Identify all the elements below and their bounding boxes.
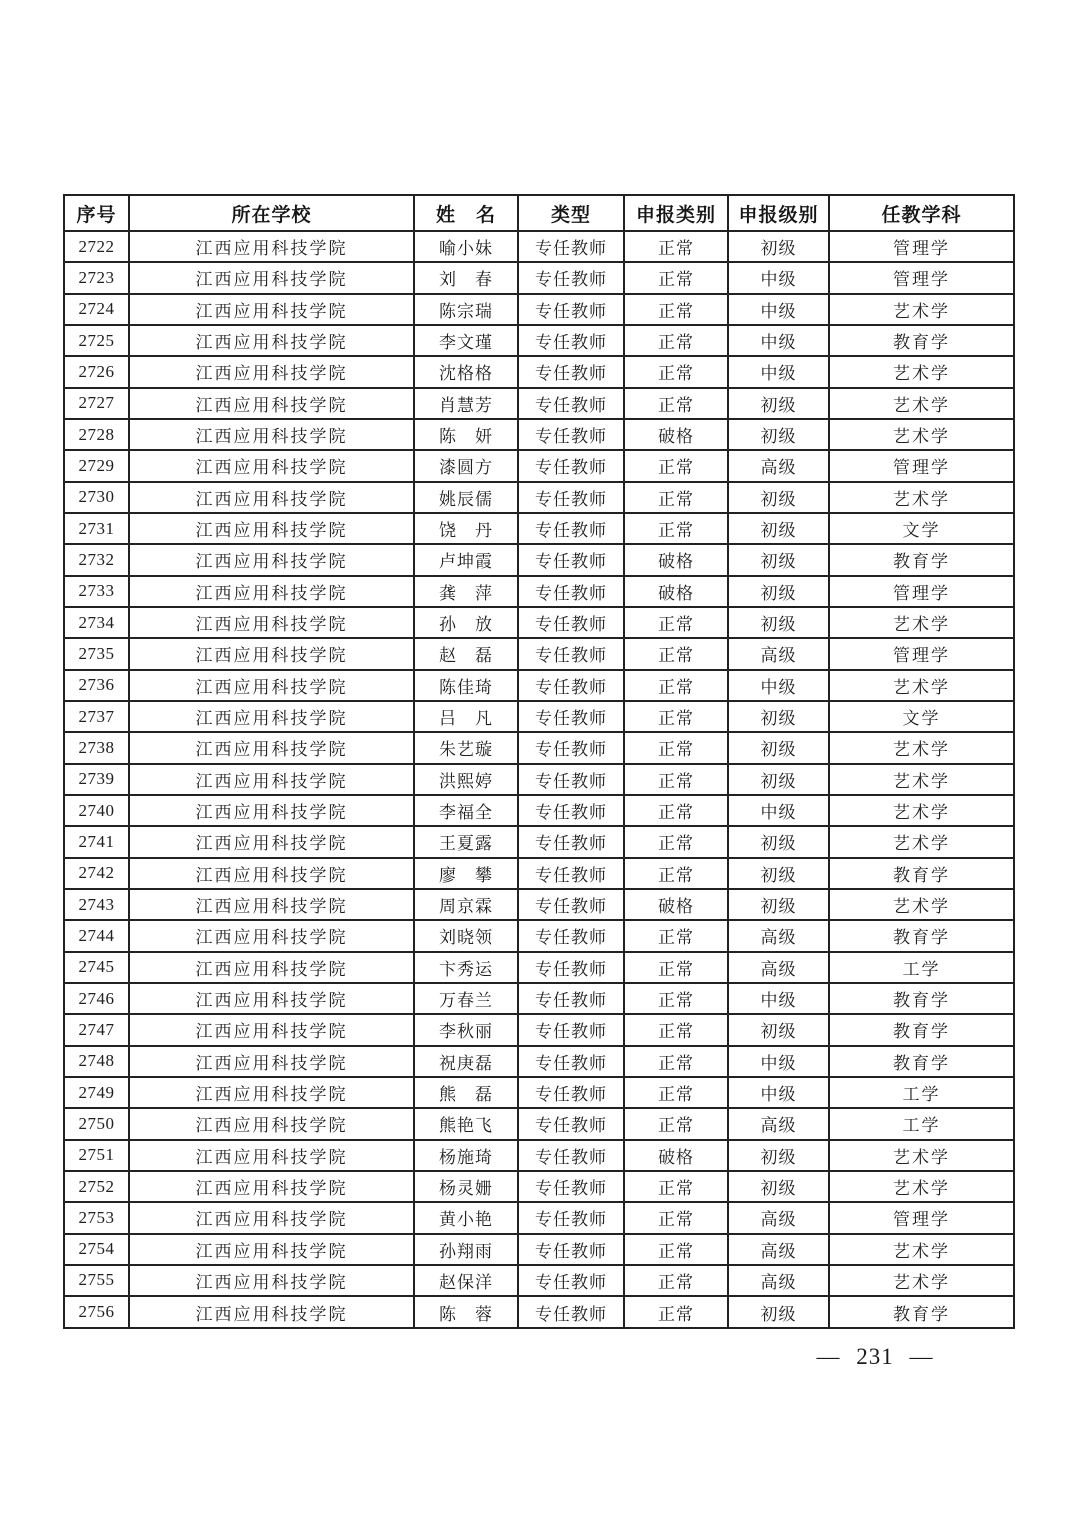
cell-subject: 艺术学 [829,388,1014,419]
cell-apply-level: 初级 [728,1296,829,1328]
cell-type: 专任教师 [518,732,624,763]
cell-school: 江西应用科技学院 [129,450,414,481]
cell-name: 喻小妹 [414,231,518,262]
cell-type: 专任教师 [518,482,624,513]
table-row [64,450,1014,481]
cell-name: 王夏露 [414,826,518,857]
cell-school: 江西应用科技学院 [129,983,414,1014]
table-row [64,607,1014,638]
cell-type: 专任教师 [518,983,624,1014]
cell-name: 李秋丽 [414,1014,518,1045]
cell-apply-category: 正常 [624,1108,728,1139]
cell-name: 李文瑾 [414,325,518,356]
cell-type: 专任教师 [518,889,624,920]
cell-index: 2723 [64,262,129,293]
cell-name: 陈佳琦 [414,670,518,701]
cell-index: 2729 [64,450,129,481]
cell-index: 2722 [64,231,129,262]
table-row [64,1046,1014,1077]
cell-apply-level: 初级 [728,1171,829,1202]
table-row [64,356,1014,387]
cell-school: 江西应用科技学院 [129,1234,414,1265]
table-row [64,1296,1014,1328]
cell-index: 2745 [64,952,129,983]
cell-apply-category: 正常 [624,325,728,356]
cell-apply-category: 正常 [624,764,728,795]
cell-apply-category: 正常 [624,1046,728,1077]
cell-type: 专任教师 [518,1296,624,1328]
cell-subject: 工学 [829,1108,1014,1139]
cell-type: 专任教师 [518,576,624,607]
cell-subject: 艺术学 [829,607,1014,638]
cell-school: 江西应用科技学院 [129,607,414,638]
cell-subject: 教育学 [829,1046,1014,1077]
cell-subject: 文学 [829,701,1014,732]
cell-apply-level: 中级 [728,795,829,826]
cell-name: 杨灵姗 [414,1171,518,1202]
cell-apply-level: 高级 [728,920,829,951]
col-header-apply-category: 申报类别 [624,195,728,231]
cell-subject: 教育学 [829,544,1014,575]
cell-type: 专任教师 [518,1234,624,1265]
cell-type: 专任教师 [518,294,624,325]
cell-apply-category: 正常 [624,607,728,638]
cell-apply-category: 正常 [624,920,728,951]
cell-school: 江西应用科技学院 [129,920,414,951]
cell-apply-category: 正常 [624,1265,728,1296]
cell-apply-category: 正常 [624,1077,728,1108]
cell-name: 刘晓领 [414,920,518,951]
cell-name: 姚辰儒 [414,482,518,513]
cell-apply-category: 正常 [624,638,728,669]
table-row [64,1234,1014,1265]
cell-apply-category: 正常 [624,983,728,1014]
cell-name: 祝庚磊 [414,1046,518,1077]
cell-school: 江西应用科技学院 [129,544,414,575]
cell-school: 江西应用科技学院 [129,513,414,544]
table-row [64,670,1014,701]
table-row [64,1108,1014,1139]
cell-index: 2749 [64,1077,129,1108]
cell-apply-category: 正常 [624,482,728,513]
cell-school: 江西应用科技学院 [129,1296,414,1328]
cell-apply-category: 正常 [624,262,728,293]
table-row [64,701,1014,732]
cell-index: 2737 [64,701,129,732]
cell-name: 漆圆方 [414,450,518,481]
cell-name: 孙 放 [414,607,518,638]
cell-type: 专任教师 [518,231,624,262]
table-row [64,388,1014,419]
cell-type: 专任教师 [518,1265,624,1296]
cell-apply-level: 初级 [728,513,829,544]
table-row [64,764,1014,795]
cell-apply-level: 初级 [728,607,829,638]
cell-type: 专任教师 [518,638,624,669]
cell-name: 卞秀运 [414,952,518,983]
cell-index: 2747 [64,1014,129,1045]
cell-type: 专任教师 [518,419,624,450]
cell-school: 江西应用科技学院 [129,356,414,387]
cell-subject: 教育学 [829,325,1014,356]
cell-index: 2742 [64,858,129,889]
cell-school: 江西应用科技学院 [129,419,414,450]
table-row [64,325,1014,356]
cell-type: 专任教师 [518,325,624,356]
cell-school: 江西应用科技学院 [129,1046,414,1077]
table-row [64,482,1014,513]
cell-school: 江西应用科技学院 [129,732,414,763]
cell-apply-category: 破格 [624,889,728,920]
table-row [64,1077,1014,1108]
col-header-type: 类型 [518,195,624,231]
cell-type: 专任教师 [518,952,624,983]
cell-school: 江西应用科技学院 [129,262,414,293]
cell-name: 龚 萍 [414,576,518,607]
cell-subject: 管理学 [829,231,1014,262]
cell-apply-level: 初级 [728,419,829,450]
cell-subject: 艺术学 [829,732,1014,763]
cell-apply-category: 破格 [624,419,728,450]
cell-apply-category: 正常 [624,826,728,857]
cell-school: 江西应用科技学院 [129,670,414,701]
cell-type: 专任教师 [518,1171,624,1202]
cell-index: 2744 [64,920,129,951]
cell-subject: 管理学 [829,1202,1014,1233]
cell-index: 2752 [64,1171,129,1202]
cell-name: 陈 蓉 [414,1296,518,1328]
page-number: — 231 — [816,1344,934,1369]
cell-type: 专任教师 [518,388,624,419]
cell-subject: 管理学 [829,638,1014,669]
cell-school: 江西应用科技学院 [129,1202,414,1233]
cell-type: 专任教师 [518,1140,624,1171]
table-row [64,638,1014,669]
table-row [64,419,1014,450]
table-row [64,1171,1014,1202]
cell-school: 江西应用科技学院 [129,1108,414,1139]
cell-type: 专任教师 [518,701,624,732]
cell-apply-category: 正常 [624,795,728,826]
cell-apply-category: 破格 [624,544,728,575]
cell-apply-level: 高级 [728,638,829,669]
cell-school: 江西应用科技学院 [129,388,414,419]
cell-subject: 教育学 [829,858,1014,889]
cell-index: 2746 [64,983,129,1014]
cell-subject: 艺术学 [829,482,1014,513]
table-body [64,231,1014,1328]
cell-apply-level: 高级 [728,1234,829,1265]
cell-apply-category: 破格 [624,1140,728,1171]
cell-apply-level: 中级 [728,983,829,1014]
table-row [64,231,1014,262]
table-row [64,952,1014,983]
cell-index: 2739 [64,764,129,795]
cell-subject: 艺术学 [829,1265,1014,1296]
cell-subject: 艺术学 [829,294,1014,325]
cell-school: 江西应用科技学院 [129,294,414,325]
table-row [64,826,1014,857]
cell-school: 江西应用科技学院 [129,325,414,356]
cell-name: 饶 丹 [414,513,518,544]
cell-subject: 教育学 [829,1296,1014,1328]
cell-name: 李福全 [414,795,518,826]
cell-apply-category: 正常 [624,701,728,732]
cell-index: 2727 [64,388,129,419]
cell-name: 熊艳飞 [414,1108,518,1139]
cell-name: 卢坤霞 [414,544,518,575]
cell-index: 2730 [64,482,129,513]
cell-name: 刘 春 [414,262,518,293]
cell-apply-level: 中级 [728,356,829,387]
cell-school: 江西应用科技学院 [129,889,414,920]
cell-apply-level: 初级 [728,576,829,607]
cell-apply-category: 破格 [624,576,728,607]
cell-index: 2731 [64,513,129,544]
cell-index: 2725 [64,325,129,356]
cell-subject: 教育学 [829,1014,1014,1045]
cell-name: 杨施琦 [414,1140,518,1171]
cell-type: 专任教师 [518,450,624,481]
cell-name: 沈格格 [414,356,518,387]
cell-apply-category: 正常 [624,1234,728,1265]
table-row [64,513,1014,544]
table-row [64,294,1014,325]
cell-apply-category: 正常 [624,952,728,983]
cell-school: 江西应用科技学院 [129,1265,414,1296]
cell-type: 专任教师 [518,1202,624,1233]
cell-subject: 教育学 [829,920,1014,951]
cell-apply-category: 正常 [624,231,728,262]
cell-apply-category: 正常 [624,1171,728,1202]
cell-index: 2743 [64,889,129,920]
cell-index: 2738 [64,732,129,763]
cell-name: 周京霖 [414,889,518,920]
cell-school: 江西应用科技学院 [129,231,414,262]
cell-school: 江西应用科技学院 [129,795,414,826]
col-header-index: 序号 [64,195,129,231]
cell-name: 万春兰 [414,983,518,1014]
cell-index: 2740 [64,795,129,826]
cell-index: 2726 [64,356,129,387]
col-header-apply-level: 申报级别 [728,195,829,231]
col-header-school: 所在学校 [129,195,414,231]
cell-apply-level: 中级 [728,1046,829,1077]
cell-apply-level: 高级 [728,1108,829,1139]
cell-school: 江西应用科技学院 [129,1140,414,1171]
cell-apply-level: 初级 [728,388,829,419]
cell-type: 专任教师 [518,262,624,293]
cell-apply-level: 初级 [728,858,829,889]
table-row [64,732,1014,763]
cell-school: 江西应用科技学院 [129,826,414,857]
table-row [64,795,1014,826]
cell-apply-category: 正常 [624,1014,728,1045]
cell-subject: 文学 [829,513,1014,544]
cell-index: 2732 [64,544,129,575]
table-row [64,920,1014,951]
cell-index: 2735 [64,638,129,669]
cell-index: 2756 [64,1296,129,1328]
cell-index: 2741 [64,826,129,857]
cell-index: 2748 [64,1046,129,1077]
cell-school: 江西应用科技学院 [129,638,414,669]
cell-index: 2724 [64,294,129,325]
cell-name: 赵保洋 [414,1265,518,1296]
cell-apply-level: 高级 [728,1265,829,1296]
cell-subject: 工学 [829,1077,1014,1108]
cell-name: 吕 凡 [414,701,518,732]
cell-name: 赵 磊 [414,638,518,669]
cell-apply-category: 正常 [624,513,728,544]
cell-apply-category: 正常 [624,356,728,387]
cell-apply-level: 高级 [728,450,829,481]
cell-subject: 艺术学 [829,764,1014,795]
cell-index: 2754 [64,1234,129,1265]
cell-school: 江西应用科技学院 [129,952,414,983]
cell-name: 陈 妍 [414,419,518,450]
table-row [64,983,1014,1014]
table-header-row [64,195,1014,231]
cell-subject: 管理学 [829,450,1014,481]
cell-apply-category: 正常 [624,294,728,325]
cell-school: 江西应用科技学院 [129,1171,414,1202]
cell-school: 江西应用科技学院 [129,858,414,889]
cell-apply-level: 初级 [728,889,829,920]
col-header-subject: 任教学科 [829,195,1014,231]
cell-apply-level: 初级 [728,826,829,857]
cell-subject: 艺术学 [829,826,1014,857]
cell-type: 专任教师 [518,1014,624,1045]
cell-apply-category: 正常 [624,1202,728,1233]
cell-type: 专任教师 [518,356,624,387]
cell-type: 专任教师 [518,826,624,857]
cell-apply-level: 初级 [728,1014,829,1045]
cell-apply-level: 初级 [728,544,829,575]
cell-apply-level: 初级 [728,482,829,513]
cell-apply-level: 中级 [728,294,829,325]
col-header-name: 姓 名 [414,195,518,231]
table-row [64,262,1014,293]
cell-index: 2755 [64,1265,129,1296]
cell-apply-category: 正常 [624,670,728,701]
cell-apply-category: 正常 [624,732,728,763]
cell-subject: 艺术学 [829,889,1014,920]
cell-index: 2751 [64,1140,129,1171]
cell-type: 专任教师 [518,920,624,951]
table-row [64,1140,1014,1171]
cell-apply-level: 中级 [728,670,829,701]
cell-subject: 艺术学 [829,1140,1014,1171]
cell-type: 专任教师 [518,1046,624,1077]
cell-subject: 管理学 [829,576,1014,607]
cell-index: 2750 [64,1108,129,1139]
cell-subject: 艺术学 [829,670,1014,701]
cell-name: 廖 攀 [414,858,518,889]
cell-name: 陈宗瑞 [414,294,518,325]
cell-index: 2733 [64,576,129,607]
cell-subject: 教育学 [829,983,1014,1014]
cell-name: 肖慧芳 [414,388,518,419]
cell-apply-level: 高级 [728,952,829,983]
cell-index: 2734 [64,607,129,638]
cell-name: 黄小艳 [414,1202,518,1233]
cell-school: 江西应用科技学院 [129,1077,414,1108]
cell-subject: 艺术学 [829,795,1014,826]
cell-index: 2728 [64,419,129,450]
cell-apply-level: 初级 [728,231,829,262]
teacher-roster-table [63,194,1015,1329]
cell-apply-category: 正常 [624,388,728,419]
table-row [64,1265,1014,1296]
cell-type: 专任教师 [518,764,624,795]
cell-name: 孙翔雨 [414,1234,518,1265]
cell-subject: 工学 [829,952,1014,983]
cell-name: 洪熙婷 [414,764,518,795]
cell-school: 江西应用科技学院 [129,482,414,513]
cell-apply-level: 初级 [728,1140,829,1171]
table-row [64,576,1014,607]
cell-type: 专任教师 [518,607,624,638]
cell-apply-category: 正常 [624,1296,728,1328]
cell-subject: 艺术学 [829,419,1014,450]
table-row [64,1014,1014,1045]
cell-school: 江西应用科技学院 [129,764,414,795]
table-row [64,858,1014,889]
cell-subject: 艺术学 [829,1234,1014,1265]
cell-school: 江西应用科技学院 [129,1014,414,1045]
cell-apply-level: 中级 [728,325,829,356]
cell-apply-level: 初级 [728,732,829,763]
cell-apply-category: 正常 [624,450,728,481]
cell-type: 专任教师 [518,1108,624,1139]
cell-type: 专任教师 [518,544,624,575]
cell-apply-level: 中级 [728,262,829,293]
cell-index: 2753 [64,1202,129,1233]
cell-subject: 管理学 [829,262,1014,293]
cell-index: 2736 [64,670,129,701]
cell-apply-level: 初级 [728,701,829,732]
cell-name: 熊 磊 [414,1077,518,1108]
cell-apply-level: 高级 [728,1202,829,1233]
table-row [64,889,1014,920]
cell-type: 专任教师 [518,513,624,544]
table-header [64,195,1014,231]
cell-school: 江西应用科技学院 [129,701,414,732]
cell-apply-level: 初级 [728,764,829,795]
table-row [64,544,1014,575]
cell-subject: 艺术学 [829,356,1014,387]
cell-name: 朱艺璇 [414,732,518,763]
cell-subject: 艺术学 [829,1171,1014,1202]
cell-type: 专任教师 [518,858,624,889]
cell-type: 专任教师 [518,795,624,826]
cell-apply-level: 中级 [728,1077,829,1108]
cell-apply-category: 正常 [624,858,728,889]
cell-school: 江西应用科技学院 [129,576,414,607]
table-row [64,1202,1014,1233]
cell-type: 专任教师 [518,670,624,701]
cell-type: 专任教师 [518,1077,624,1108]
